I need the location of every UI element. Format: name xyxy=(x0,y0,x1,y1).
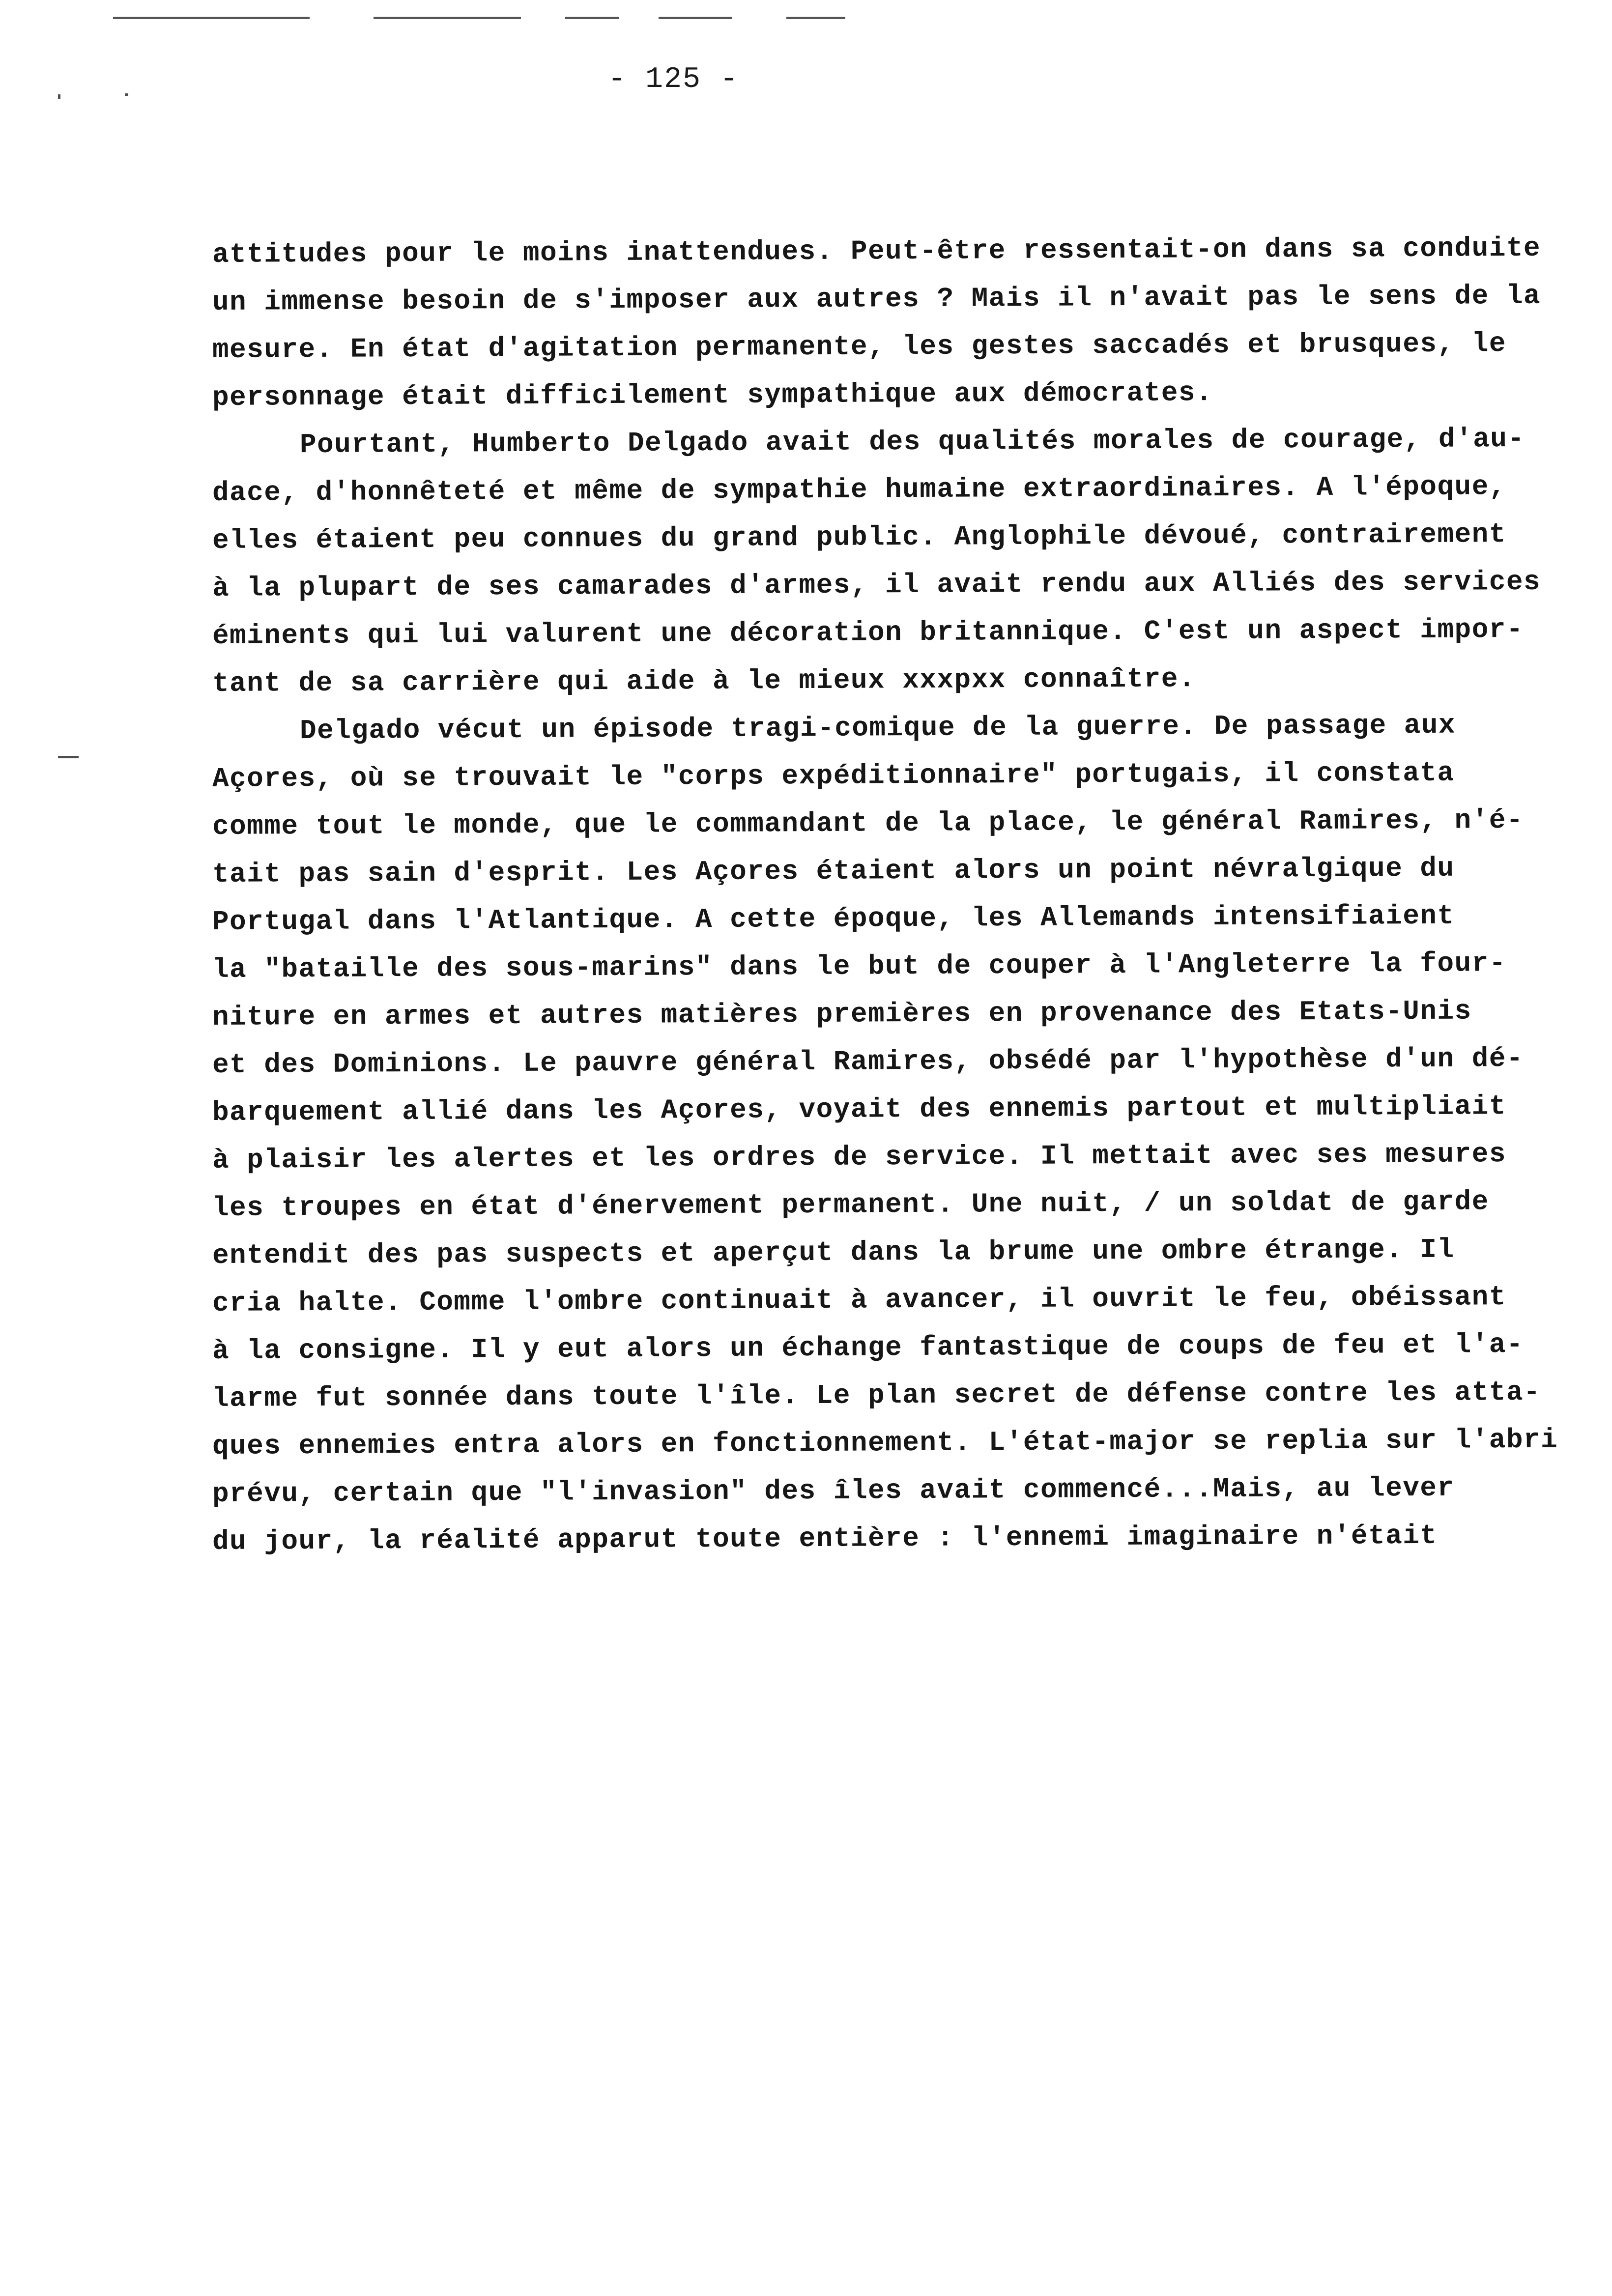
text-line: mesure. En état d'agitation permanente, les gestes saccadés et brusques, le xyxy=(212,328,1507,366)
top-rule-1 xyxy=(113,17,310,19)
text-line: elles étaient peu connues du grand public. Anglophile dévoué, contrairement xyxy=(212,518,1507,556)
top-rule-5 xyxy=(786,17,845,19)
top-rule-2 xyxy=(374,17,521,19)
text-line: tant de sa carrière qui aide à le mieux xxxpxx connaître. xyxy=(212,663,1196,699)
text-line: un immense besoin de s'imposer aux autres ? Mais il n'avait pas le sens de la xyxy=(212,280,1541,318)
text-line: personnage était difficilement sympathique aux démocrates. xyxy=(212,377,1213,413)
text-line: cria halte. Comme l'ombre continuait à avancer, il ouvrit le feu, obéissant xyxy=(212,1281,1507,1319)
text-line: niture en armes et autres matières premières en provenance des Etats-Unis xyxy=(212,995,1472,1033)
scan-mark-3 xyxy=(58,756,79,758)
body-text xyxy=(212,231,1558,1566)
text-line: tait pas sain d'esprit. Les Açores étaient alors un point névralgique du xyxy=(212,852,1455,890)
page-number: - 125 - xyxy=(607,63,739,96)
text-line: à la consigne. Il y eut alors un échange fantastique de coups de feu et l'a- xyxy=(212,1328,1524,1367)
text-line: Pourtant, Humberto Delgado avait des qualités morales de courage, d'au- xyxy=(299,423,1525,461)
text-line: comme tout le monde, que le commandant de la place, le général Ramires, n'é- xyxy=(212,804,1524,842)
text-line: à plaisir les alertes et les ordres de service. Il mettait avec ses mesures xyxy=(212,1138,1507,1176)
text-line: du jour, la réalité apparut toute entière : l'ennemi imaginaire n'était xyxy=(212,1520,1438,1557)
text-line: ques ennemies entra alors en fonctionnement. L'état-major se replia sur l'abri xyxy=(212,1424,1558,1462)
text-line: à la plupart de ses camarades d'armes, il avait rendu aux Alliés des services xyxy=(212,566,1541,604)
text-line: barquement allié dans les Açores, voyait des ennemis partout et multipliait xyxy=(212,1091,1507,1128)
text-line: dace, d'honnêteté et même de sympathie humaine extraordinaires. A l'époque, xyxy=(212,471,1507,509)
text-line: entendit des pas suspects et aperçut dans la brume une ombre étrange. Il xyxy=(212,1234,1455,1271)
text-line: Delgado vécut un épisode tragi-comique de la guerre. De passage aux xyxy=(299,709,1456,747)
top-rule-3 xyxy=(565,17,619,19)
text-line: attitudes pour le moins inattendues. Peut-être ressentait-on dans sa conduite xyxy=(212,232,1541,270)
text-line: la "bataille des sous-marins" dans le but de couper à l'Angleterre la four- xyxy=(212,947,1507,985)
text-line: Açores, où se trouvait le "corps expéditionnaire" portugais, il constata xyxy=(212,757,1455,795)
text-line: prévu, certain que "l'invasion" des îles avait commencé...Mais, au lever xyxy=(212,1472,1455,1510)
top-rule-4 xyxy=(659,17,732,19)
text-line: larme fut sonnée dans toute l'île. Le plan secret de défense contre les atta- xyxy=(212,1376,1541,1414)
text-line: les troupes en état d'énervement permanent. Une nuit, / un soldat de garde xyxy=(212,1186,1489,1224)
text-line: Portugal dans l'Atlantique. A cette époque, les Allemands intensifiaient xyxy=(212,900,1455,938)
text-line: éminents qui lui valurent une décoration britannique. C'est un aspect impor- xyxy=(212,613,1524,652)
text-line: et des Dominions. Le pauvre général Ramires, obsédé par l'hypothèse d'un dé- xyxy=(212,1042,1524,1081)
